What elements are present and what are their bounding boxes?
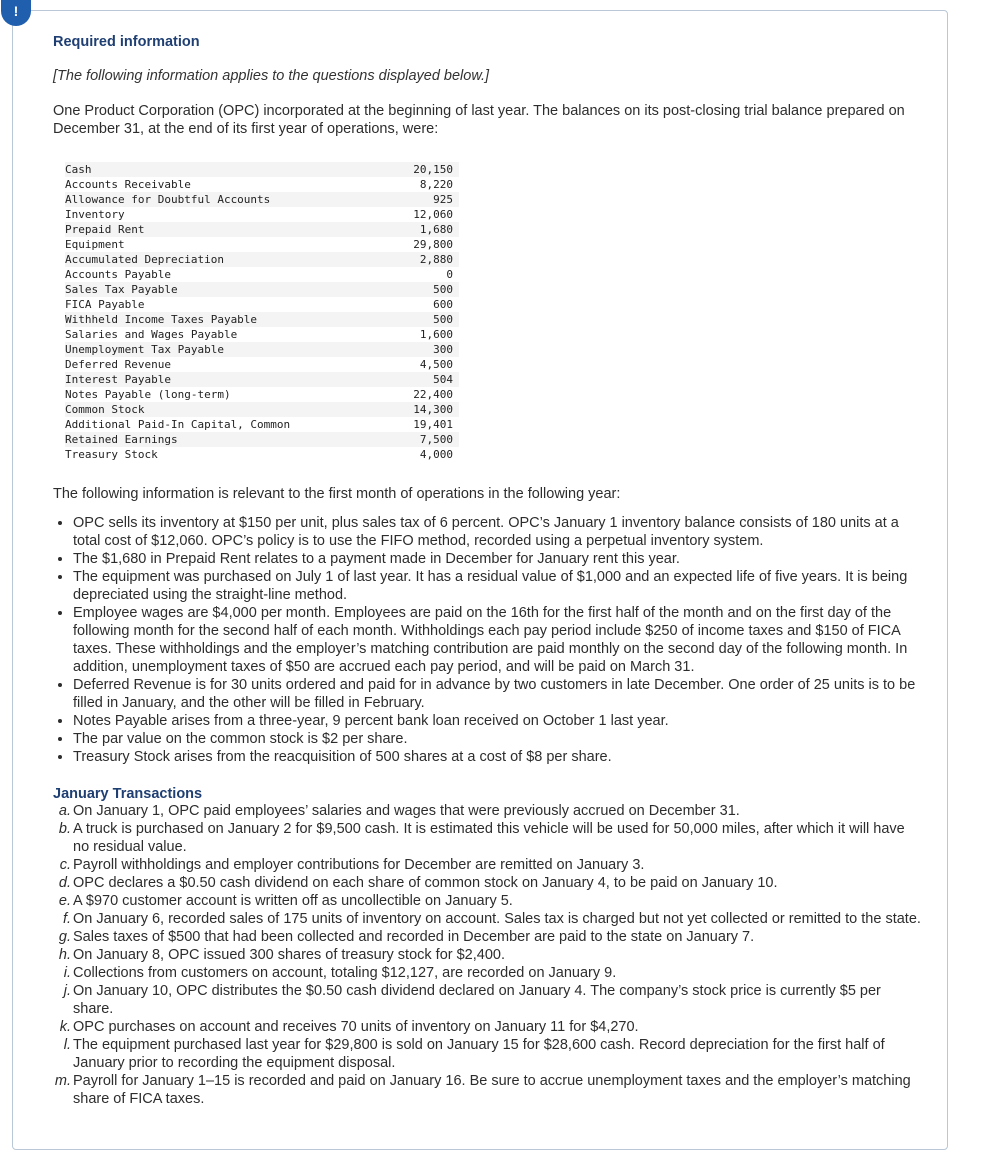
table-row [65, 252, 459, 267]
account-name: Salaries and Wages Payable [65, 328, 238, 341]
account-name: Prepaid Rent [65, 222, 365, 237]
list-item: • OPC sells its inventory at $150 per unit, plus sales tax of 6 percent. OPC’s January 1 inventory balance consists of 180 units at a total cost of $12,060. OPC’s policy is to use the FIFO method, recorded using a perpetual inventory system. [73, 514, 923, 550]
account-name: Treasury Stock [65, 448, 158, 461]
table-row [65, 207, 459, 222]
table-row [65, 417, 459, 432]
account-amount: 4,500 [419, 358, 453, 371]
table-row [65, 327, 459, 342]
transaction-text: A truck is purchased on January 2 for $9,500 cash. It is estimated this vehicle will be used for 50,000 miles, after which it will have no residual value. [73, 821, 905, 855]
account-name: Unemployment Tax Payable [65, 342, 365, 357]
transaction-item [53, 964, 923, 982]
account-name: Additional Paid-In Capital, Common [65, 418, 291, 431]
account-amount: 0 [446, 268, 453, 281]
account-amount: 504 [365, 372, 459, 387]
account-name: Accounts Receivable [65, 178, 191, 191]
account-name: Interest Payable [65, 372, 365, 387]
january-transactions-title: January Transactions [53, 786, 203, 802]
account-amount: 12,060 [413, 208, 453, 221]
transaction-text: OPC purchases on account and receives 70 units of inventory on January 11 for $4,270. [73, 1019, 639, 1035]
account-name: Equipment [65, 238, 125, 251]
transaction-letter: c. [59, 857, 71, 873]
table-row [65, 162, 459, 177]
transaction-text: Collections from customers on account, totaling $12,127, are recorded on January 9. [73, 965, 617, 981]
account-amount: 1,600 [419, 328, 453, 341]
transaction-item [53, 874, 923, 892]
account-amount: 14,300 [365, 402, 459, 417]
transaction-text: On January 6, recorded sales of 175 units of inventory on account. Sales tax is charged but not yet collected or remitted to the state. [73, 911, 921, 927]
transaction-text: On January 1, OPC paid employees’ salaries and wages that were previously accrued on December 31. [73, 803, 740, 819]
list-item: • The equipment was purchased on July 1 of last year. It has a residual value of $1,000 and an expected life of five years. It is being depreciated using the straight-line method. [73, 568, 923, 604]
account-name: Deferred Revenue [65, 358, 171, 371]
transaction-text: The equipment purchased last year for $29,800 is sold on January 15 for $28,600 cash. Record depreciation for the first half of January prior to recording the equipment disposal. [73, 1037, 885, 1071]
transaction-item [53, 856, 923, 874]
transaction-letter: m. [54, 1073, 71, 1089]
account-name: Inventory [65, 208, 125, 221]
transaction-letter: h. [58, 947, 71, 963]
transaction-letter: a. [58, 803, 71, 819]
transaction-item [53, 928, 923, 946]
account-name: Notes Payable (long-term) [65, 388, 231, 401]
list-item: • The $1,680 in Prepaid Rent relates to a payment made in December for January rent this year. [73, 550, 923, 568]
transaction-item [53, 982, 923, 1018]
account-amount: 29,800 [413, 238, 453, 251]
account-name: Accounts Payable [65, 268, 171, 281]
account-name: Withheld Income Taxes Payable [65, 312, 365, 327]
table-row [65, 192, 459, 207]
account-amount: 7,500 [365, 432, 459, 447]
account-amount: 500 [365, 282, 459, 297]
account-name: Common Stock [65, 402, 365, 417]
account-amount: 20,150 [365, 162, 459, 177]
table-row [65, 402, 459, 417]
transaction-item [53, 892, 923, 910]
facts-list [53, 514, 923, 766]
transaction-item [53, 1036, 923, 1072]
account-amount: 1,680 [365, 222, 459, 237]
transaction-item [53, 910, 923, 928]
table-row [65, 282, 459, 297]
account-amount: 2,880 [365, 252, 459, 267]
table-row [65, 372, 459, 387]
account-amount: 600 [433, 298, 453, 311]
account-amount: 925 [365, 192, 459, 207]
table-row [65, 432, 459, 447]
account-amount: 19,401 [413, 418, 453, 431]
transaction-letter: l. [63, 1037, 71, 1053]
transaction-item [53, 1018, 923, 1036]
relevant-info-intro: The following information is relevant to the first month of operations in the following year: [53, 486, 621, 502]
transaction-item [53, 946, 923, 964]
transaction-letter: f. [62, 911, 71, 927]
account-name: Retained Earnings [65, 432, 365, 447]
transaction-text: Payroll withholdings and employer contributions for December are remitted on January 3. [73, 857, 645, 873]
applies-note: [The following information applies to the questions displayed below.] [53, 68, 490, 84]
account-name: Accumulated Depreciation [65, 252, 365, 267]
transaction-letter: i. [63, 965, 71, 981]
table-row [65, 237, 459, 252]
table-row [65, 267, 459, 282]
list-item: • Treasury Stock arises from the reacquisition of 500 shares at a cost of $8 per share. [73, 748, 923, 766]
transaction-letter: k. [59, 1019, 71, 1035]
table-row [65, 357, 459, 372]
list-item: • The par value on the common stock is $2 per share. [73, 730, 923, 748]
account-amount: 4,000 [419, 448, 453, 461]
table-row [65, 312, 459, 327]
table-row [65, 342, 459, 357]
account-name: FICA Payable [65, 298, 145, 311]
account-amount: 500 [365, 312, 459, 327]
list-item: • Deferred Revenue is for 30 units ordered and paid for in advance by two customers in late December. One order of 25 units is to be filled in January, and the other will be filled in February. [73, 676, 923, 712]
table-row [65, 177, 459, 192]
account-name: Cash [65, 162, 365, 177]
table-row [65, 447, 459, 462]
transaction-letter: e. [58, 893, 71, 909]
required-info-title: Required information [53, 34, 200, 50]
transaction-item [53, 820, 923, 856]
transaction-letter: d. [58, 875, 71, 891]
table-row [65, 222, 459, 237]
transaction-item [53, 802, 923, 820]
transaction-text: Payroll for January 1–15 is recorded and paid on January 16. Be sure to accrue unemployment taxes and the employer’s matching share of FICA taxes. [73, 1073, 911, 1107]
transaction-text: On January 8, OPC issued 300 shares of treasury stock for $2,400. [73, 947, 505, 963]
transaction-letter: j. [63, 983, 71, 999]
table-row [65, 387, 459, 402]
transaction-letter: b. [58, 821, 71, 837]
account-amount: 300 [365, 342, 459, 357]
account-name: Allowance for Doubtful Accounts [65, 192, 365, 207]
list-item: • Notes Payable arises from a three-year, 9 percent bank loan received on October 1 last year. [73, 712, 923, 730]
account-amount: 22,400 [413, 388, 453, 401]
intro-paragraph: One Product Corporation (OPC) incorporated at the beginning of last year. The balances on its post-closing trial balance prepared on December 31, at the end of its first year of operations, were: [53, 103, 905, 137]
transaction-letter: g. [58, 929, 71, 945]
transaction-item [53, 1072, 923, 1108]
transaction-text: Sales taxes of $500 that had been collected and recorded in December are paid to the state on January 7. [73, 929, 755, 945]
account-name: Sales Tax Payable [65, 282, 365, 297]
question-content [53, 34, 923, 1108]
account-amount: 8,220 [419, 178, 453, 191]
transaction-text: A $970 customer account is written off as uncollectible on January 5. [73, 893, 513, 909]
list-item: • Employee wages are $4,000 per month. Employees are paid on the 16th for the first half of the month and on the first day of the following month for the second half of each month. Withholdings each pay period include $250 of income taxes and $150 of FICA taxes. These withholdings and the employer’s matching contribution are paid monthly on the second day of the following month. In addition, unemployment taxes of $50 are accrued each pay period, and will be paid on March 31. [73, 604, 923, 676]
table-row [65, 297, 459, 312]
transaction-text: OPC declares a $0.50 cash dividend on each share of common stock on January 4, to be paid on January 10. [73, 875, 778, 891]
alert-icon: ! [1, 0, 31, 26]
trial-balance-table [65, 162, 459, 462]
transactions-list [53, 802, 923, 1108]
transaction-text: On January 10, OPC distributes the $0.50 cash dividend declared on January 4. The company’s stock price is currently $5 per share. [73, 983, 881, 1017]
